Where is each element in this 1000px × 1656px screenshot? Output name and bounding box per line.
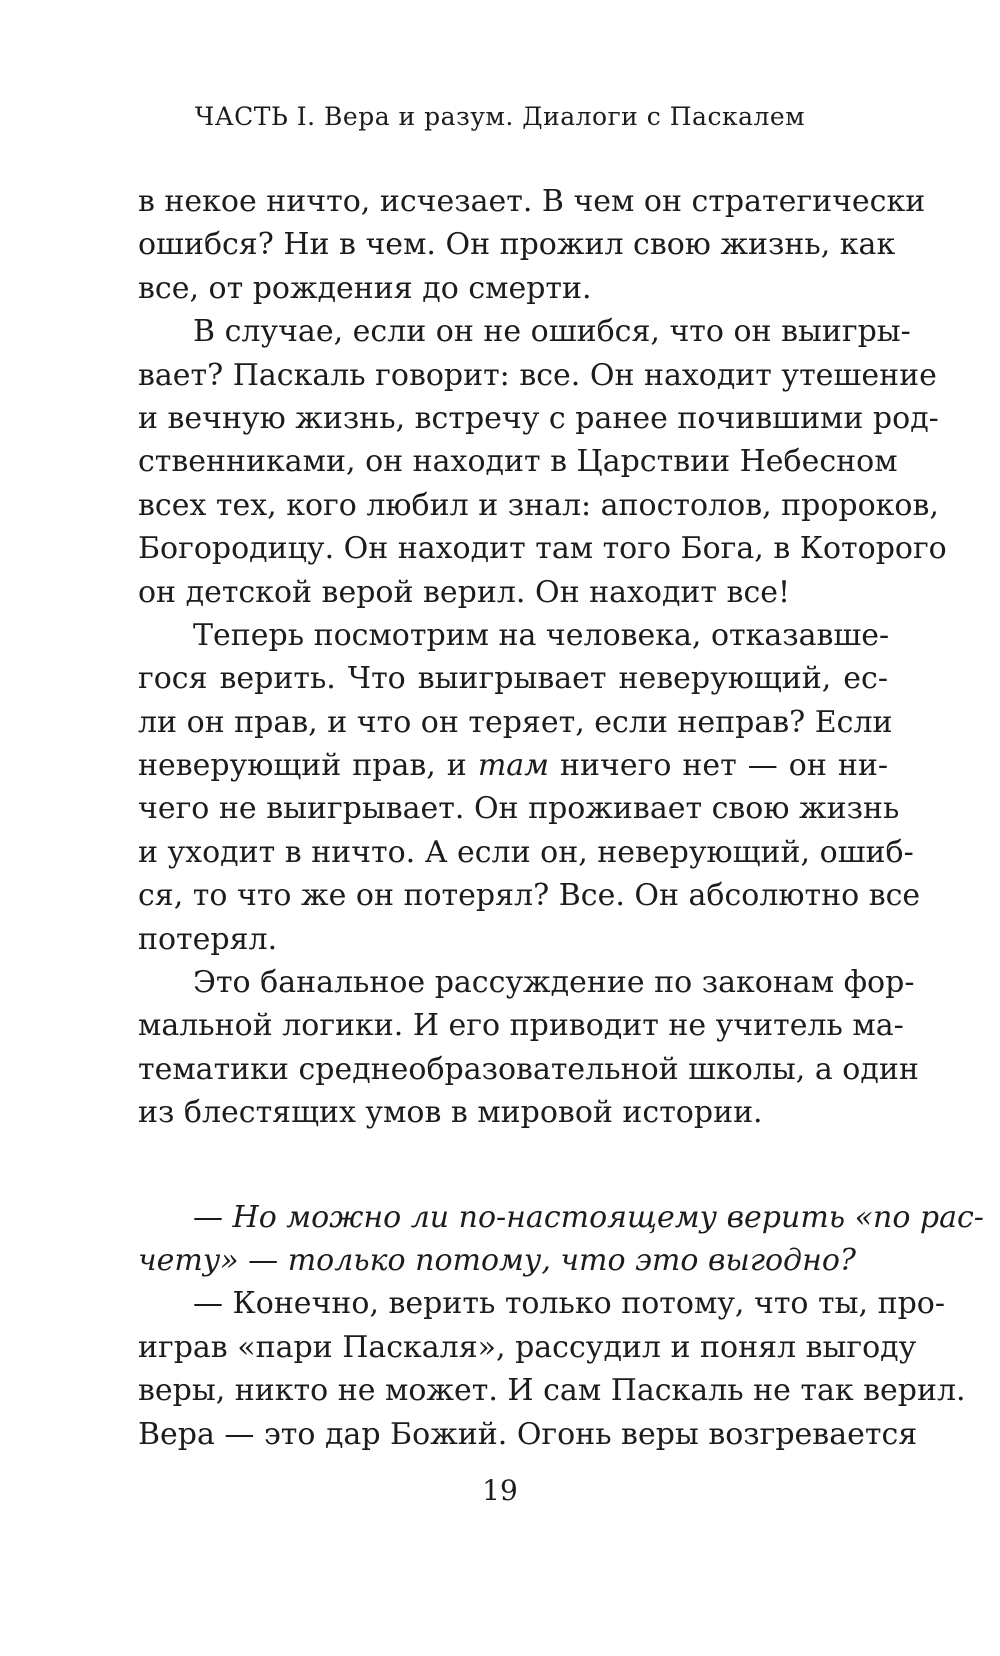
text-segment: неверующий прав, и (138, 748, 467, 784)
answer-line: Вера — это дар Божий. Огонь веры возгревается (138, 1416, 918, 1452)
running-head: ЧАСТЬ I. Вера и разум. Диалоги с Паскалем (194, 102, 806, 131)
answer-line: веры, никто не может. И сам Паскаль не так верил. (138, 1373, 966, 1409)
text-line: и вечную жизнь, встречу с ранее почившими род- (138, 400, 939, 436)
text-line: тематики среднеобразовательной школы, а один (138, 1051, 919, 1087)
text-line: чего не выигрывает. Он проживает свою жизнь (138, 791, 900, 827)
text-line: всех тех, кого любил и знал: апостолов, пророков, (138, 487, 939, 523)
answer-line: играв «пари Паскаля», рассудил и понял выгоду (138, 1329, 917, 1365)
text-segment: ничего нет — он ни- (560, 748, 888, 784)
text-line: все, от рождения до смерти. (138, 270, 592, 306)
text-line: потерял. (138, 921, 278, 957)
text-line: гося верить. Что выигрывает неверующий, ес- (138, 661, 888, 697)
text-line: Это банальное рассуждение по законам фор- (193, 965, 915, 1001)
text-line-mixed (138, 744, 888, 787)
body-text (138, 180, 984, 1456)
emphasis: там (477, 748, 550, 784)
question-line: чету» — только потому, что это выгодно? (138, 1242, 856, 1278)
text-line: ошибся? Ни в чем. Он прожил свою жизнь, как (138, 227, 896, 263)
text-line: Теперь посмотрим на человека, отказавше- (193, 617, 890, 653)
answer-line: — Конечно, верить только потому, что ты, про- (193, 1286, 945, 1322)
text-line: В случае, если он не ошибся, что он выигры- (193, 314, 911, 350)
text-line: и уходит в ничто. А если он, неверующий, ошиб- (138, 834, 914, 870)
text-line: мальной логики. И его приводит не учитель ма- (138, 1008, 904, 1044)
text-line: в некое ничто, исчезает. В чем он стратегически (138, 184, 926, 219)
text-line: он детской верой верил. Он находит все! (138, 574, 791, 610)
text-line: ся, то что же он потерял? Все. Он абсолютно все (138, 878, 921, 914)
paragraph-gap (138, 1135, 888, 1196)
text-line: ли он прав, и что он теряет, если неправ? Если (138, 704, 893, 740)
question-line: — Но можно ли по-настоящему верить «по рас- (193, 1199, 984, 1235)
text-line: Богородицу. Он находит там того Бога, в Которого (138, 531, 947, 567)
page-number: 19 (482, 1474, 518, 1507)
text-line: ственниками, он находит в Царствии Небесном (138, 444, 898, 480)
text-line: из блестящих умов в мировой истории. (138, 1095, 763, 1131)
text-line: вает? Паскаль говорит: все. Он находит утешение (138, 357, 937, 393)
